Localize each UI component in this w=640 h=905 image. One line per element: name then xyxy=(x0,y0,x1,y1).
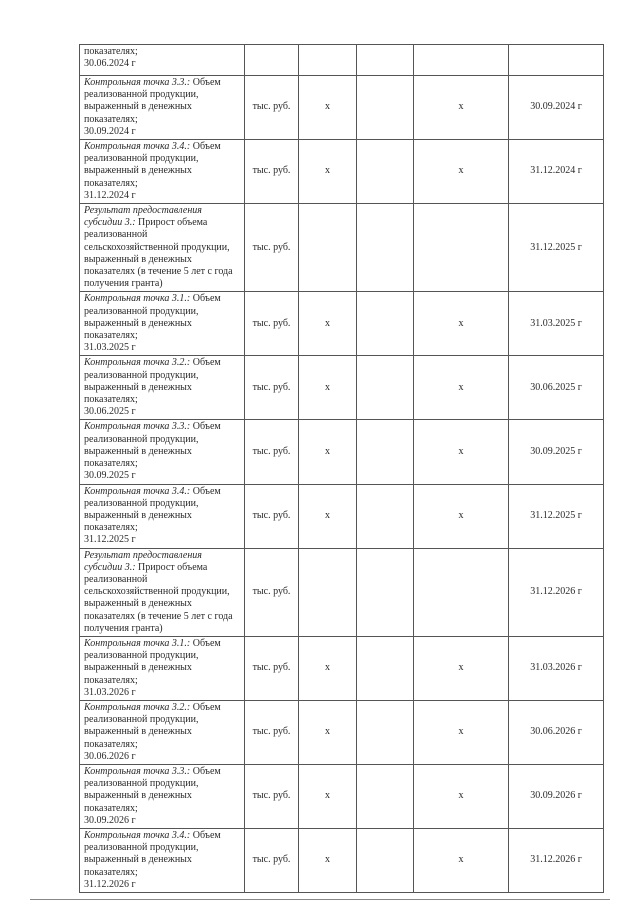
unit-cell xyxy=(245,45,299,76)
empty-cell-1 xyxy=(357,764,414,828)
date-cell: 31.12.2024 г xyxy=(509,140,604,204)
x-mark-cell-2 xyxy=(414,204,509,292)
empty-cell-1 xyxy=(357,356,414,420)
empty-cell-1 xyxy=(357,420,414,484)
row-description-text: Объем реализованной продукции, выраженный в денежных показателях; 30.09.2026 г xyxy=(84,765,221,826)
row-description-text: Объем реализованной продукции, выраженный в денежных показателях; 30.09.2024 г xyxy=(84,77,221,137)
x-mark-cell-1: x xyxy=(299,828,357,892)
date-cell: 30.06.2025 г xyxy=(509,356,604,420)
unit-cell: тыс. руб. xyxy=(245,484,299,548)
row-description-text: Объем реализованной продукции, выраженный в денежных показателях; 31.12.2024 г xyxy=(84,141,221,201)
x-mark-cell-2: x xyxy=(414,828,509,892)
date-cell: 30.09.2025 г xyxy=(509,420,604,484)
empty-cell-1 xyxy=(357,636,414,700)
table-row xyxy=(80,548,604,636)
table-row xyxy=(80,140,604,204)
row-description-text: Прирост объема реализованной сельскохозяйственной продукции, выраженный в денежных показателях (в течение 5 лет с года получения гранта) xyxy=(84,217,233,290)
x-mark-cell-2: x xyxy=(414,636,509,700)
row-description-cell xyxy=(80,420,245,484)
date-cell: 30.09.2024 г xyxy=(509,76,604,140)
row-label-italic: Контрольная точка 3.4.: xyxy=(84,485,191,497)
x-mark-cell-2: x xyxy=(414,356,509,420)
empty-cell-1 xyxy=(357,45,414,76)
x-mark-cell-1: x xyxy=(299,356,357,420)
date-cell: 31.03.2026 г xyxy=(509,636,604,700)
unit-cell: тыс. руб. xyxy=(245,356,299,420)
row-description-cell xyxy=(80,484,245,548)
row-description-text: Объем реализованной продукции, выраженный в денежных показателях; 30.06.2026 г xyxy=(84,701,221,762)
row-label-italic: Контрольная точка 3.1.: xyxy=(84,637,191,649)
row-description-text: показателях; 30.06.2024 г xyxy=(84,46,138,70)
date-cell: 31.12.2025 г xyxy=(509,484,604,548)
table-row xyxy=(80,636,604,700)
date-cell: 30.06.2026 г xyxy=(509,700,604,764)
empty-cell-1 xyxy=(357,204,414,292)
x-mark-cell-1: x xyxy=(299,140,357,204)
x-mark-cell-1: x xyxy=(299,700,357,764)
row-description-text: Прирост объема реализованной сельскохозяйственной продукции, выраженный в денежных показателях (в течение 5 лет с года получения гранта) xyxy=(84,561,233,634)
table-row xyxy=(80,764,604,828)
empty-cell-1 xyxy=(357,76,414,140)
x-mark-cell-2: x xyxy=(414,292,509,356)
results-table xyxy=(79,44,604,893)
date-cell xyxy=(509,45,604,76)
row-label-italic: Контрольная точка 3.2.: xyxy=(84,357,191,369)
row-description-text: Объем реализованной продукции, выраженный в денежных показателях; 30.06.2025 г xyxy=(84,357,221,418)
row-label-italic: Контрольная точка 3.3.: xyxy=(84,77,191,88)
row-description-text: Объем реализованной продукции, выраженный в денежных показателях; 31.12.2026 г xyxy=(84,829,221,890)
unit-cell: тыс. руб. xyxy=(245,76,299,140)
x-mark-cell-2: x xyxy=(414,484,509,548)
row-description-cell xyxy=(80,292,245,356)
x-mark-cell-2: x xyxy=(414,700,509,764)
unit-cell: тыс. руб. xyxy=(245,548,299,636)
empty-cell-1 xyxy=(357,828,414,892)
empty-cell-1 xyxy=(357,140,414,204)
date-cell: 31.12.2026 г xyxy=(509,828,604,892)
row-label-italic: Контрольная точка 3.4.: xyxy=(84,829,191,841)
x-mark-cell-1: x xyxy=(299,636,357,700)
unit-cell: тыс. руб. xyxy=(245,636,299,700)
table-row xyxy=(80,204,604,292)
row-description-cell xyxy=(80,764,245,828)
row-label-italic: Контрольная точка 3.3.: xyxy=(84,421,191,433)
unit-cell: тыс. руб. xyxy=(245,292,299,356)
date-cell: 31.12.2026 г xyxy=(509,548,604,636)
date-cell: 30.09.2026 г xyxy=(509,764,604,828)
unit-cell: тыс. руб. xyxy=(245,764,299,828)
row-description-cell xyxy=(80,548,245,636)
x-mark-cell-1 xyxy=(299,548,357,636)
table-row xyxy=(80,356,604,420)
table-row xyxy=(80,45,604,76)
table-row xyxy=(80,828,604,892)
row-description-cell xyxy=(80,45,245,76)
row-label-italic: Контрольная точка 3.1.: xyxy=(84,293,191,305)
row-description-text: Объем реализованной продукции, выраженный в денежных показателях; 31.12.2025 г xyxy=(84,485,221,546)
x-mark-cell-1: x xyxy=(299,764,357,828)
date-cell: 31.12.2025 г xyxy=(509,204,604,292)
row-label-italic: Контрольная точка 3.2.: xyxy=(84,701,191,713)
row-description-cell xyxy=(80,76,245,140)
x-mark-cell-1: x xyxy=(299,484,357,548)
x-mark-cell-1 xyxy=(299,204,357,292)
unit-cell: тыс. руб. xyxy=(245,204,299,292)
row-label-italic: Контрольная точка 3.4.: xyxy=(84,141,191,153)
row-description-text: Объем реализованной продукции, выраженный в денежных показателях; 31.03.2025 г xyxy=(84,293,221,354)
row-description-cell xyxy=(80,828,245,892)
x-mark-cell-2: x xyxy=(414,420,509,484)
unit-cell: тыс. руб. xyxy=(245,140,299,204)
unit-cell: тыс. руб. xyxy=(245,420,299,484)
row-label-italic: Результат предоставления субсидии 3.: xyxy=(84,549,202,573)
x-mark-cell-2: x xyxy=(414,76,509,140)
x-mark-cell-1: x xyxy=(299,76,357,140)
row-description-cell xyxy=(80,204,245,292)
row-label-italic: Результат предоставления субсидии 3.: xyxy=(84,205,202,229)
table-row xyxy=(80,76,604,140)
page-bottom-rule xyxy=(30,899,610,900)
x-mark-cell-2 xyxy=(414,45,509,76)
row-label-italic: Контрольная точка 3.3.: xyxy=(84,765,191,777)
x-mark-cell-2: x xyxy=(414,764,509,828)
table-row xyxy=(80,420,604,484)
row-description-text: Объем реализованной продукции, выраженный в денежных показателях; 30.09.2025 г xyxy=(84,421,221,482)
empty-cell-1 xyxy=(357,484,414,548)
unit-cell: тыс. руб. xyxy=(245,828,299,892)
x-mark-cell-1: x xyxy=(299,292,357,356)
row-description-cell xyxy=(80,356,245,420)
row-description-cell xyxy=(80,140,245,204)
empty-cell-1 xyxy=(357,700,414,764)
x-mark-cell-2 xyxy=(414,548,509,636)
table-body xyxy=(80,45,604,893)
x-mark-cell-2: x xyxy=(414,140,509,204)
row-description-cell xyxy=(80,700,245,764)
date-cell: 31.03.2025 г xyxy=(509,292,604,356)
row-description-text: Объем реализованной продукции, выраженный в денежных показателях; 31.03.2026 г xyxy=(84,637,221,698)
empty-cell-1 xyxy=(357,292,414,356)
table-row xyxy=(80,292,604,356)
unit-cell: тыс. руб. xyxy=(245,700,299,764)
row-description-cell xyxy=(80,636,245,700)
x-mark-cell-1 xyxy=(299,45,357,76)
x-mark-cell-1: x xyxy=(299,420,357,484)
table-row xyxy=(80,484,604,548)
empty-cell-1 xyxy=(357,548,414,636)
table-row xyxy=(80,700,604,764)
